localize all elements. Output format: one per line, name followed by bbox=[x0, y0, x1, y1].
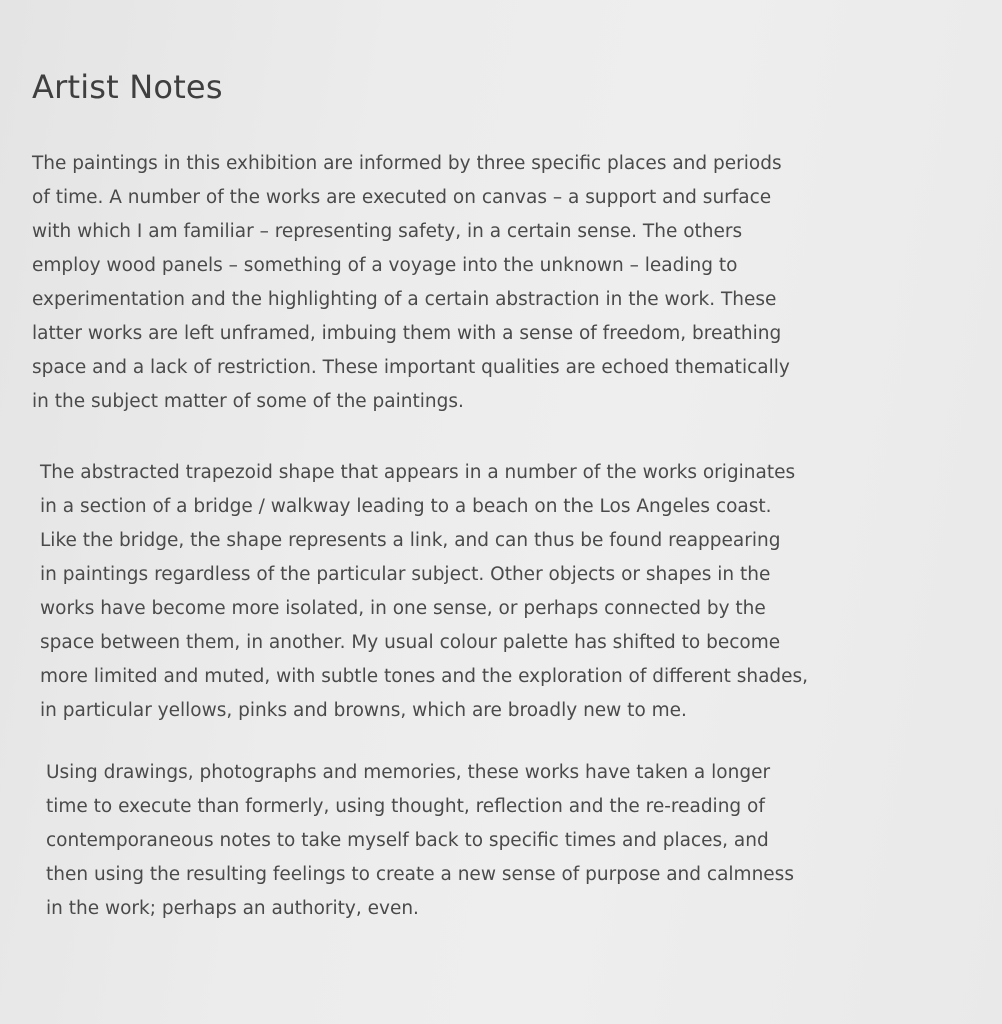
page-title: Artist Notes bbox=[32, 68, 223, 106]
text-line: in paintings regardless of the particular subject. Other objects or shapes in the bbox=[40, 564, 771, 585]
text-line: employ wood panels – something of a voyage into the unknown – leading to bbox=[32, 255, 738, 276]
text-line: in the subject matter of some of the paintings. bbox=[32, 391, 464, 412]
text-line: in a section of a bridge / walkway leading to a beach on the Los Angeles coast. bbox=[40, 496, 772, 517]
text-line: latter works are left unframed, imbuing them with a sense of freedom, breathing bbox=[32, 323, 782, 344]
text-line: with which I am familiar – representing safety, in a certain sense. The others bbox=[32, 221, 743, 242]
text-line: contemporaneous notes to take myself back to specific times and places, and bbox=[46, 830, 769, 851]
text-line: experimentation and the highlighting of a certain abstraction in the work. These bbox=[32, 289, 777, 310]
text-line: then using the resulting feelings to create a new sense of purpose and calmness bbox=[46, 864, 794, 885]
text-line: works have become more isolated, in one sense, or perhaps connected by the bbox=[40, 598, 766, 619]
text-line: space and a lack of restriction. These important qualities are echoed thematically bbox=[32, 357, 790, 378]
text-line: The paintings in this exhibition are informed by three specific places and periods bbox=[32, 153, 782, 174]
text-line: Using drawings, photographs and memories, these works have taken a longer bbox=[46, 762, 771, 783]
paragraph-3 bbox=[46, 756, 794, 926]
text-line: in the work; perhaps an authority, even. bbox=[46, 898, 419, 919]
text-line: The abstracted trapezoid shape that appears in a number of the works originates bbox=[40, 462, 796, 483]
text-line: of time. A number of the works are executed on canvas – a support and surface bbox=[32, 187, 772, 208]
paragraph-1 bbox=[32, 147, 790, 419]
text-line: time to execute than formerly, using thought, reflection and the re-reading of bbox=[46, 796, 765, 817]
text-line: more limited and muted, with subtle tones and the exploration of different shades, bbox=[40, 666, 809, 687]
paragraph-2 bbox=[40, 456, 808, 728]
text-line: space between them, in another. My usual colour palette has shifted to become bbox=[40, 632, 781, 653]
text-line: in particular yellows, pinks and browns, which are broadly new to me. bbox=[40, 700, 687, 721]
text-line: Like the bridge, the shape represents a link, and can thus be found reappearing bbox=[40, 530, 781, 551]
